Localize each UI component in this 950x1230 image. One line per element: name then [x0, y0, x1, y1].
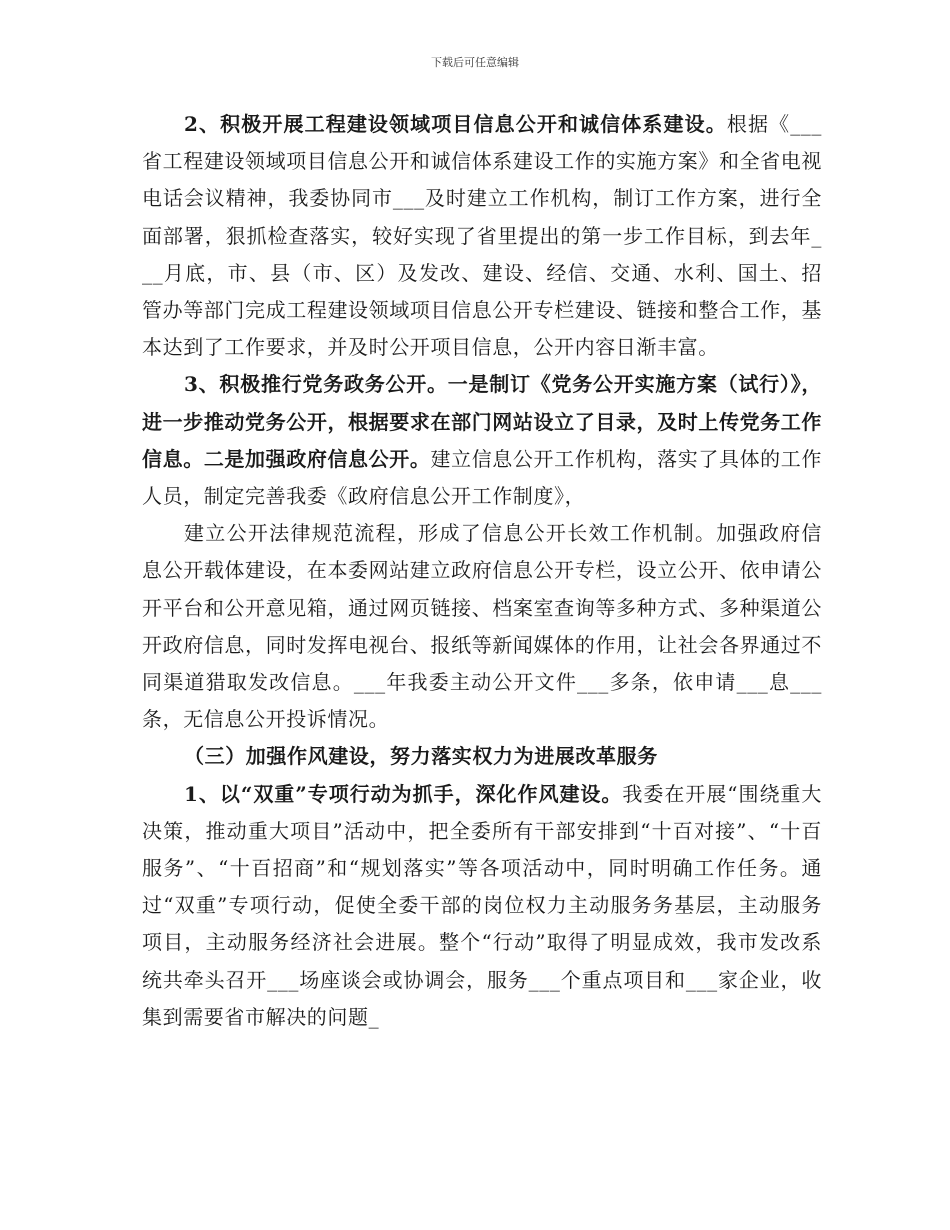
section-heading-style-building	[142, 738, 822, 775]
paragraph-text: 建立公开法律规范流程，形成了信息公开长效工作机制。加强政府信息公开载体建设，在本委网站建立政府信息公开专栏，设立公开、依申请公开平台和公开意见箱，通过网页链接、档案室查询等多种方式、多种渠道公开政府信息，同时发挥电视台、报纸等新闻媒体的作用，让社会各界通过不同渠道猎取发改信息。___年我委主动公开文件___多条，依申请___息___条，无信息公开投诉情况。	[142, 521, 822, 732]
paragraph-heading: 2、积极开展工程建设领域项目信息公开和诚信体系建设。	[184, 112, 727, 136]
paragraph-text: 根据《___省工程建设领域项目信息公开和诚信体系建设工作的实施方案》和全省电视电话会议精神，我委协同市___及时建立工作机构，制订工作方案，进行全面部署，狠抓检查落实，较好实现了省里提出的第一步工作目标，到去年___月底，市、县（市、区）及发改、建设、经信、交通、水利、国土、招管办等部门完成工程建设领域项目信息公开专栏建设、链接和整合工作，基本达到了工作要求，并及时公开项目信息，公开内容日渐丰富。	[142, 112, 822, 360]
paragraph-heading: 3、积极推行党务政务公开。一是制订《党务公开实施方案（试行）》，进一步推动党务公开，根据要求在部门网站设立了目录，及时上传党务工作信息。二是加强政府信息公开。	[142, 372, 822, 471]
paragraph-project-info-disclosure	[142, 106, 822, 366]
section-heading-text: （三）加强作风建设，努力落实权力为进展改革服务	[184, 744, 658, 769]
page-header-note: 下载后可任意编辑	[431, 56, 519, 69]
paragraph-text: 我委在开展“围绕重大决策，推动重大项目”活动中，把全委所有干部安排到“十百对接”、“十百服务”、“十百招商”和“规划落实”等各项活动中，同时明确工作任务。通过“双重”专项行动，促使全委干部的岗位权力主动服务务基层，主动服务项目，主动服务经济社会进展。整个“行动”取得了明显成效，我市发改系统共牵头召开___场座谈会或协调会，服务___个重点项目和___家企业，收集到需要省市解决的问题_	[142, 781, 822, 1029]
paragraph-info-disclosure-mechanism	[142, 515, 822, 738]
paragraph-dual-action	[142, 776, 822, 1036]
paragraph-party-affairs-disclosure	[142, 366, 822, 515]
document-body	[142, 106, 822, 1036]
paragraph-text: 建立信息公开工作机构，落实了具体的工作人员，制定完善我委《政府信息公开工作制度》，	[142, 446, 822, 509]
paragraph-heading: 1、以“双重”专项行动为抓手，深化作风建设。	[184, 781, 623, 806]
